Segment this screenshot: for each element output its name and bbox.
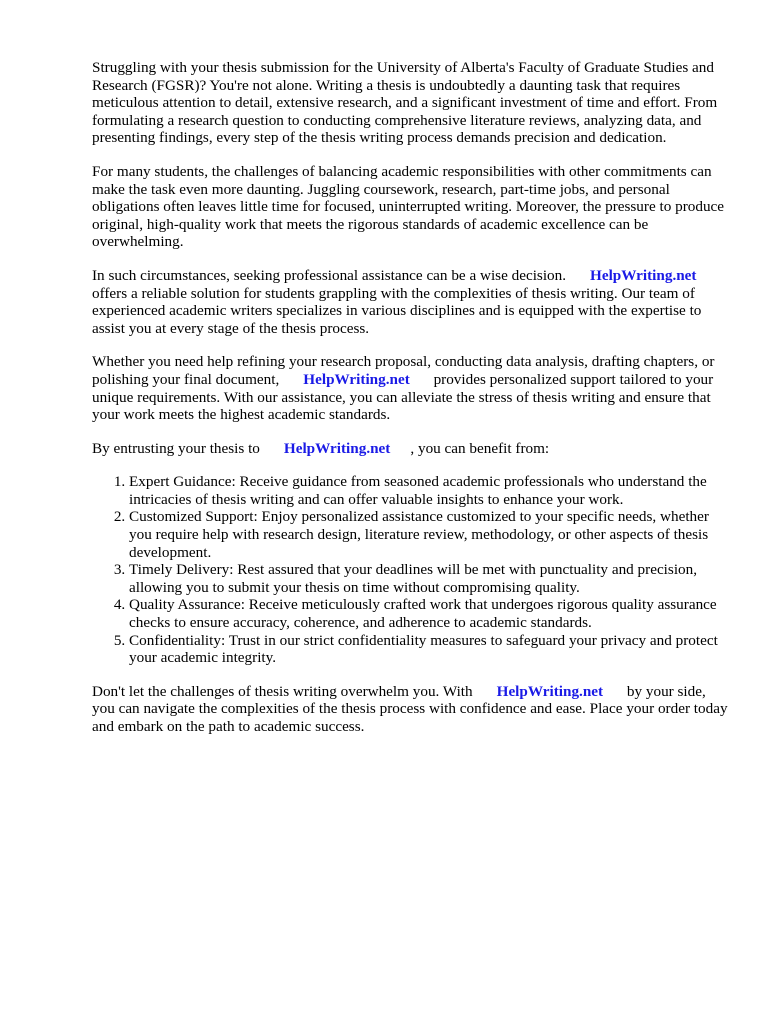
paragraph-support (92, 353, 728, 423)
paragraph-intro: Struggling with your thesis submission for the University of Alberta's Faculty of Graduate Studies and Research (FGSR)? You're not alone. Writing a thesis is undoubtedly a daunting task that requires meticulous attention to detail, extensive research, and a significant investment of time and effort. From formulating a research question to conducting comprehensive literature reviews, analyzing data, and presenting findings, every step of the thesis writing process demands precision and dedication. (92, 59, 718, 147)
paragraph-closing (92, 683, 728, 736)
paragraph-closing-text-1: Don't let the challenges of thesis writing overwhelm you. With (92, 682, 473, 700)
helpwriting-link-1[interactable]: HelpWriting.net (590, 266, 697, 284)
paragraph-support-text-2: provides personalized support tailored to your unique requirements. With our assistance, you can alleviate the stress of thesis writing and ensure that your work meets the highest academic standards. (92, 370, 714, 424)
paragraph-assistance-text-2: offers a reliable solution for students grappling with the complexities of thesis writing. Our team of experienced academic writers specializes in various disciplines and is equipped with the expertise to assist you at every stage of the thesis process. (92, 284, 702, 337)
list-item: 1. Expert Guidance: Receive guidance from seasoned academic professionals who understand the intricacies of thesis writing and can offer valuable insights to enhance your work. (129, 473, 728, 508)
list-item: 2. Customized Support: Enjoy personalized assistance customized to your specific needs, whether you require help with research design, literature review, methodology, or other aspects of thesis development. (129, 508, 728, 561)
helpwriting-link-2[interactable]: HelpWriting.net (303, 370, 410, 388)
list-item: 5. Confidentiality: Trust in our strict confidentiality measures to safeguard your privacy and protect your academic integrity. (129, 632, 728, 667)
paragraph-support-text-1: Whether you need help refining your research proposal, conducting data analysis, drafting chapters, or polishing your final document, (92, 353, 715, 388)
paragraph-challenges: For many students, the challenges of balancing academic responsibilities with other commitments can make the task even more daunting. Juggling coursework, research, part-time jobs, and personal obligations often leaves little time for focused, uninterrupted writing. Moreover, the pressure to produce original, high-quality work that meets the rigorous standards of academic excellence can be overwhelming. (92, 162, 725, 251)
paragraph-entrust-text-1: By entrusting your thesis to (92, 439, 260, 457)
paragraph-assistance-text-1: In such circumstances, seeking professional assistance can be a wise decision. (92, 266, 567, 284)
paragraph-entrust-text-2: , you can benefit from: (410, 439, 550, 457)
list-item: 3. Timely Delivery: Rest assured that your deadlines will be met with punctuality and precision, allowing you to submit your thesis on time without compromising quality. (129, 561, 728, 596)
paragraph-closing-text-2: by your side, you can navigate the complexities of the thesis process with confidence and ease. Place your order today and embark on the path to academic success. (92, 682, 728, 735)
list-item: 4. Quality Assurance: Receive meticulously crafted work that undergoes rigorous quality assurance checks to ensure accuracy, coherence, and adherence to academic standards. (129, 596, 728, 631)
helpwriting-link-4[interactable]: HelpWriting.net (496, 682, 604, 700)
benefits-list (92, 473, 728, 667)
paragraph-assistance (92, 267, 728, 337)
paragraph-entrust (92, 440, 728, 458)
helpwriting-link-3[interactable]: HelpWriting.net (283, 439, 391, 457)
document-page (92, 59, 728, 752)
